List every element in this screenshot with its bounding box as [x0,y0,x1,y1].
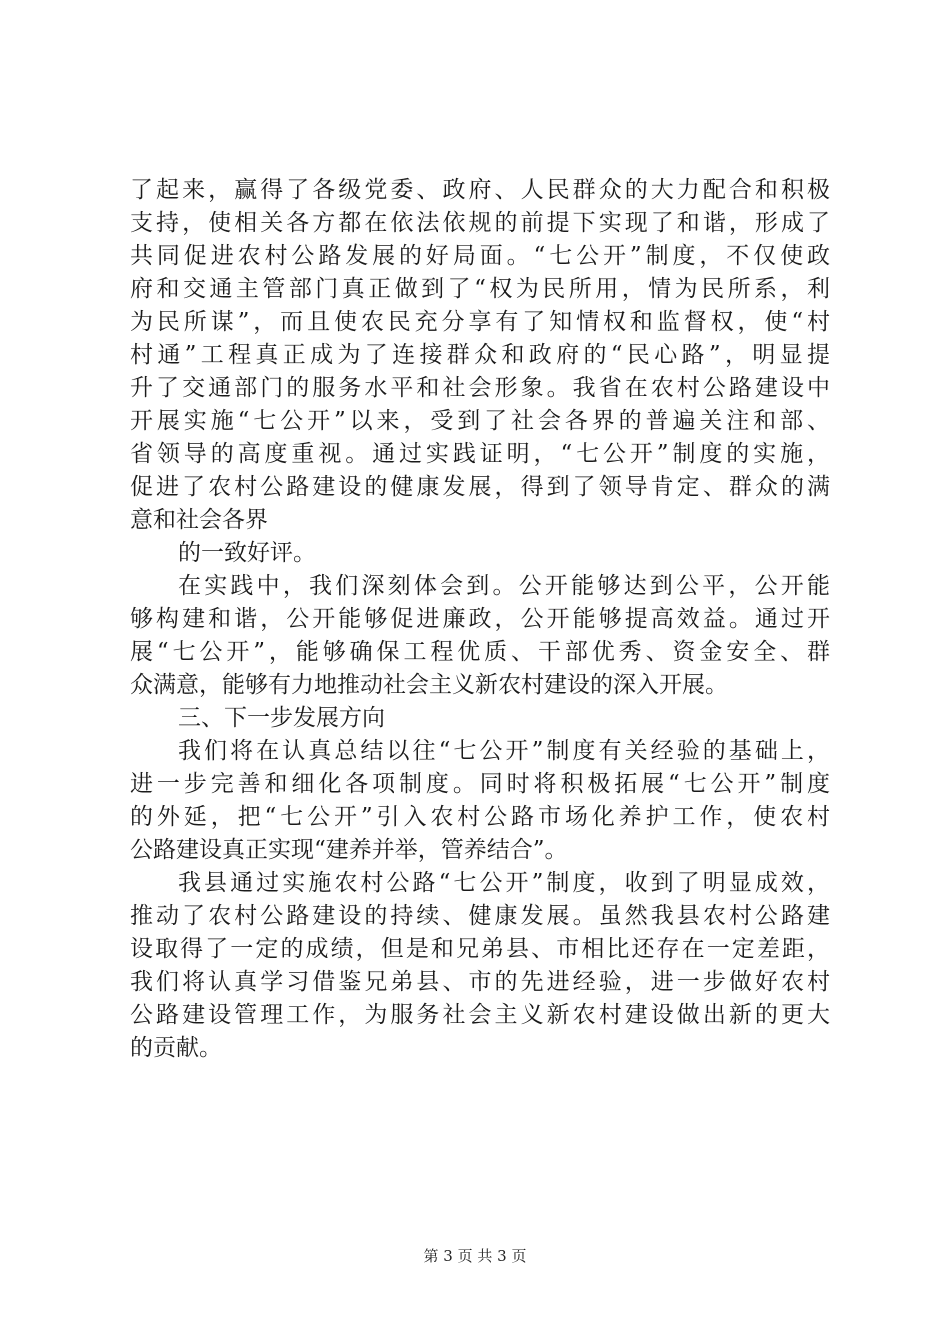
text-line: 的一致好评。 [178,540,316,566]
text-line: 共同促进农村公路发展的好局面。“七公开”制度，不仅使政 [130,243,830,269]
text-line: 开展实施“七公开”以来，受到了社会各界的普遍关注和部、 [130,408,830,434]
text-line: 升了交通部门的服务水平和社会形象。我省在农村公路建设中 [130,375,830,401]
text-line: 府和交通主管部门真正做到了“权为民所用，情为民所系，利 [130,276,830,302]
text-line: 了起来，赢得了各级党委、政府、人民群众的大力配合和积极 [130,177,830,203]
text-line: 在实践中，我们深刻体会到。公开能够达到公平，公开能 [178,573,830,599]
text-line: 够构建和谐，公开能够促进廉政，公开能够提高效益。通过开 [130,606,830,632]
text-line: 省领导的高度重视。通过实践证明，“七公开”制度的实施， [130,441,830,467]
text-line: 设取得了一定的成绩，但是和兄弟县、市相比还存在一定差距， [130,936,830,962]
text-line: 展“七公开”，能够确保工程优质、干部优秀、资金安全、群 [130,639,830,665]
text-line: 众满意，能够有力地推动社会主义新农村建设的深入开展。 [130,672,728,698]
text-line: 的外延，把“七公开”引入农村公路市场化养护工作，使农村 [130,804,830,830]
text-line: 促进了农村公路建设的健康发展，得到了领导肯定、群众的满 [130,474,830,500]
text-line: 三、下一步发展方向 [178,705,385,731]
text-line: 的贡献。 [130,1035,222,1061]
text-line: 支持，使相关各方都在依法依规的前提下实现了和谐，形成了 [130,210,830,236]
text-line: 我县通过实施农村公路“七公开”制度，收到了明显成效， [178,870,830,896]
text-line: 为民所谋”，而且使农民充分享有了知情权和监督权，使“村 [130,309,830,335]
page-footer: 第 3 页 共 3 页 [423,1247,527,1265]
text-line: 我们将认真学习借鉴兄弟县、市的先进经验，进一步做好农村 [130,969,830,995]
text-line: 我们将在认真总结以往“七公开”制度有关经验的基础上， [178,738,830,764]
text-line: 推动了农村公路建设的持续、健康发展。虽然我县农村公路建 [130,903,830,929]
body-text [130,174,830,1065]
text-line: 进一步完善和细化各项制度。同时将积极拓展“七公开”制度 [130,771,830,797]
text-line: 意和社会各界 [130,507,268,533]
text-line: 公路建设管理工作，为服务社会主义新农村建设做出新的更大 [130,1002,830,1028]
text-line: 公路建设真正实现“建养并举，管养结合”。 [130,837,568,863]
text-line: 村通”工程真正成为了连接群众和政府的“民心路”，明显提 [130,342,830,368]
